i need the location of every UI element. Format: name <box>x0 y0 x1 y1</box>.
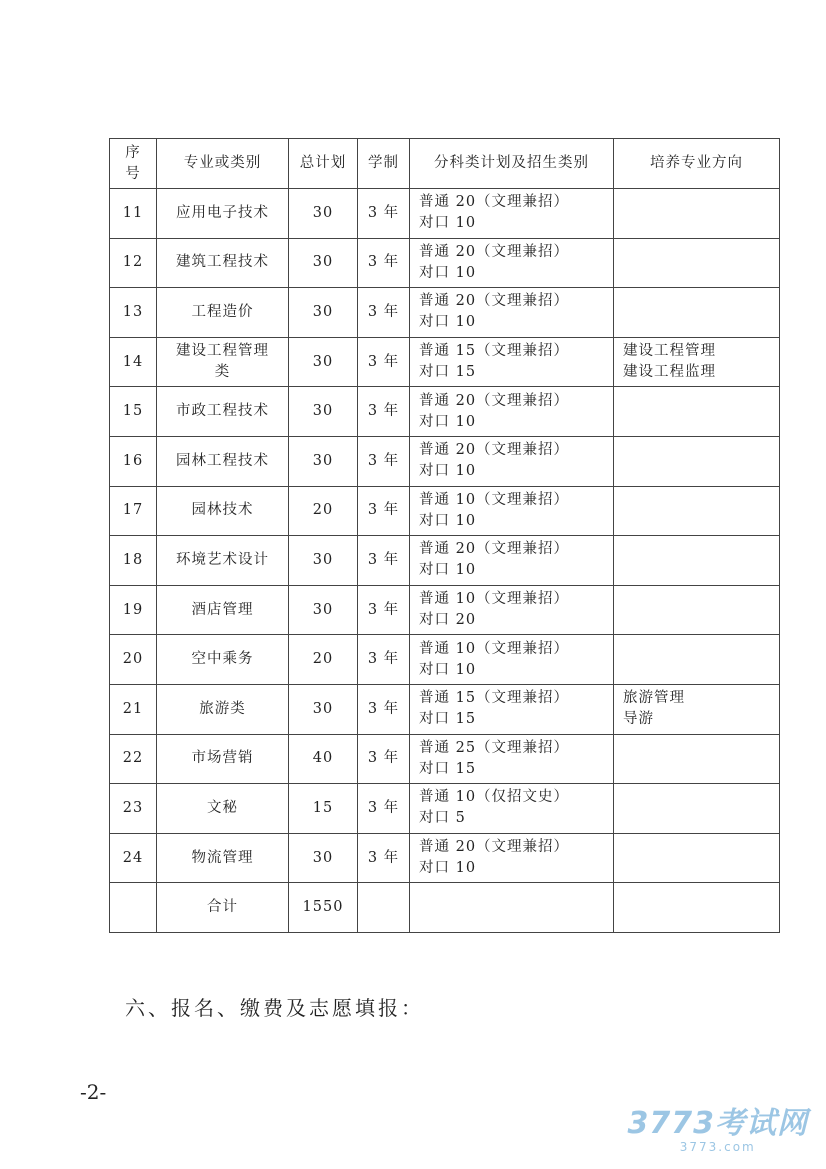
cell-major <box>157 833 289 883</box>
cell-total: 30 <box>289 189 358 239</box>
cell-line: 导游 <box>623 711 654 728</box>
cell-line: 建设工程管理 <box>176 343 269 360</box>
cell-line: 普通 10（文理兼招） <box>419 491 570 508</box>
cell-line: 对口 10 <box>419 215 477 232</box>
cell-total: 30 <box>289 684 358 734</box>
cell-direction <box>614 833 780 883</box>
cell-plan <box>410 189 614 239</box>
cell-line: 应用电子技术 <box>176 204 269 221</box>
cell-major <box>157 585 289 635</box>
cell-major <box>157 387 289 437</box>
cell-no: 20 <box>110 635 157 685</box>
header-no: 序 号 <box>110 139 157 189</box>
cell-line: 普通 10（仅招文史） <box>419 789 570 806</box>
cell-total: 30 <box>289 337 358 387</box>
watermark-url: 3773.com <box>679 1140 756 1154</box>
cell-plan <box>410 436 614 486</box>
total-row <box>110 883 780 933</box>
cell-line: 普通 10（文理兼招） <box>419 591 570 608</box>
cell-line: 普通 20（文理兼招） <box>419 392 570 409</box>
cell-direction <box>614 238 780 288</box>
cell-no: 16 <box>110 436 157 486</box>
cell-line: 普通 20（文理兼招） <box>419 541 570 558</box>
table-row <box>110 585 780 635</box>
cell-plan <box>410 635 614 685</box>
cell-total: 20 <box>289 635 358 685</box>
header-major: 专业或类别 <box>157 139 289 189</box>
cell-direction <box>614 784 780 834</box>
cell-line: 对口 10 <box>419 413 477 430</box>
cell-duration: 3 年 <box>358 734 410 784</box>
cell-major <box>157 486 289 536</box>
cell-line: 建设工程监理 <box>623 364 716 381</box>
cell-line: 建筑工程技术 <box>176 254 269 271</box>
cell-line: 酒店管理 <box>191 601 254 618</box>
cell-line: 普通 20（文理兼招） <box>419 839 570 856</box>
page-number: -2- <box>80 1080 107 1104</box>
table-row <box>110 635 780 685</box>
cell-total: 1550 <box>289 883 358 933</box>
cell-line: 工程造价 <box>191 303 254 320</box>
section-heading: 六、报名、缴费及志愿填报： <box>125 996 424 1020</box>
cell-major <box>157 734 289 784</box>
cell-line: 对口 10 <box>419 860 477 877</box>
cell-major <box>157 238 289 288</box>
table-row <box>110 536 780 586</box>
cell-line: 普通 10（文理兼招） <box>419 640 570 657</box>
cell-duration <box>358 883 410 933</box>
cell-no: 24 <box>110 833 157 883</box>
cell-plan <box>410 387 614 437</box>
cell-duration: 3 年 <box>358 436 410 486</box>
table-row <box>110 337 780 387</box>
table-row <box>110 436 780 486</box>
cell-line: 旅游管理 <box>623 690 685 707</box>
table-row <box>110 734 780 784</box>
table-header-row <box>110 139 780 189</box>
cell-total: 20 <box>289 486 358 536</box>
header-total: 总计划 <box>289 139 358 189</box>
cell-line: 对口 10 <box>419 264 477 281</box>
cell-no: 17 <box>110 486 157 536</box>
cell-line: 对口 15 <box>419 364 477 381</box>
cell-line: 普通 20（文理兼招） <box>419 442 570 459</box>
cell-no <box>110 883 157 933</box>
cell-no: 12 <box>110 238 157 288</box>
cell-major <box>157 189 289 239</box>
watermark-logo-text: 3773考试网 <box>627 1106 808 1141</box>
cell-major <box>157 288 289 338</box>
cell-plan <box>410 585 614 635</box>
cell-direction <box>614 536 780 586</box>
table-row <box>110 387 780 437</box>
cell-direction <box>614 288 780 338</box>
cell-line: 合计 <box>207 899 238 916</box>
cell-no: 11 <box>110 189 157 239</box>
header-duration: 学制 <box>358 139 410 189</box>
cell-direction <box>614 189 780 239</box>
cell-duration: 3 年 <box>358 238 410 288</box>
cell-plan <box>410 288 614 338</box>
cell-plan <box>410 734 614 784</box>
cell-major <box>157 337 289 387</box>
cell-direction <box>614 734 780 784</box>
cell-line: 文秘 <box>207 799 238 816</box>
cell-no: 18 <box>110 536 157 586</box>
table-row <box>110 833 780 883</box>
cell-line: 旅游类 <box>199 700 246 717</box>
cell-duration: 3 年 <box>358 387 410 437</box>
cell-line: 对口 10 <box>419 314 477 331</box>
cell-major <box>157 635 289 685</box>
cell-line: 对口 20 <box>419 612 477 629</box>
cell-total: 30 <box>289 585 358 635</box>
table-row <box>110 784 780 834</box>
cell-no: 13 <box>110 288 157 338</box>
cell-total: 30 <box>289 387 358 437</box>
cell-line: 对口 10 <box>419 661 477 678</box>
cell-major <box>157 684 289 734</box>
cell-no: 23 <box>110 784 157 834</box>
cell-duration: 3 年 <box>358 684 410 734</box>
cell-line: 空中乘务 <box>191 651 254 668</box>
cell-duration: 3 年 <box>358 585 410 635</box>
table-row <box>110 684 780 734</box>
cell-line: 普通 15（文理兼招） <box>419 690 570 707</box>
cell-plan <box>410 337 614 387</box>
cell-plan <box>410 883 614 933</box>
cell-direction <box>614 337 780 387</box>
cell-plan <box>410 833 614 883</box>
cell-line: 普通 15（文理兼招） <box>419 343 570 360</box>
cell-duration: 3 年 <box>358 536 410 586</box>
cell-line: 对口 10 <box>419 562 477 579</box>
cell-duration: 3 年 <box>358 337 410 387</box>
cell-duration: 3 年 <box>358 486 410 536</box>
cell-major <box>157 883 289 933</box>
cell-plan <box>410 684 614 734</box>
cell-line: 环境艺术设计 <box>176 551 269 568</box>
table-row <box>110 288 780 338</box>
cell-line: 对口 15 <box>419 711 477 728</box>
cell-duration: 3 年 <box>358 784 410 834</box>
cell-no: 22 <box>110 734 157 784</box>
cell-line: 市场营销 <box>191 750 254 767</box>
site-watermark <box>628 1108 809 1154</box>
cell-line: 对口 15 <box>419 760 477 777</box>
cell-duration: 3 年 <box>358 189 410 239</box>
cell-line: 对口 5 <box>419 810 466 827</box>
cell-direction <box>614 486 780 536</box>
cell-total: 30 <box>289 238 358 288</box>
cell-line: 对口 10 <box>419 512 477 529</box>
cell-no: 21 <box>110 684 157 734</box>
cell-direction <box>614 883 780 933</box>
cell-total: 30 <box>289 833 358 883</box>
cell-line: 对口 10 <box>419 463 477 480</box>
cell-total: 30 <box>289 536 358 586</box>
cell-no: 15 <box>110 387 157 437</box>
cell-direction <box>614 387 780 437</box>
cell-line: 园林技术 <box>191 502 254 519</box>
cell-plan <box>410 784 614 834</box>
table-row <box>110 486 780 536</box>
cell-direction <box>614 585 780 635</box>
cell-line: 物流管理 <box>191 849 254 866</box>
cell-total: 30 <box>289 436 358 486</box>
cell-line: 市政工程技术 <box>176 403 269 420</box>
cell-major <box>157 784 289 834</box>
cell-duration: 3 年 <box>358 288 410 338</box>
cell-total: 40 <box>289 734 358 784</box>
cell-major <box>157 536 289 586</box>
cell-plan <box>410 238 614 288</box>
cell-duration: 3 年 <box>358 833 410 883</box>
cell-no: 19 <box>110 585 157 635</box>
header-plan: 分科类计划及招生类别 <box>410 139 614 189</box>
cell-direction <box>614 684 780 734</box>
cell-plan <box>410 536 614 586</box>
cell-line: 普通 25（文理兼招） <box>419 739 570 756</box>
table-row <box>110 189 780 239</box>
cell-direction <box>614 436 780 486</box>
cell-no: 14 <box>110 337 157 387</box>
header-direction: 培养专业方向 <box>614 139 780 189</box>
cell-total: 30 <box>289 288 358 338</box>
table-row <box>110 238 780 288</box>
cell-line: 普通 20（文理兼招） <box>419 293 570 310</box>
cell-duration: 3 年 <box>358 635 410 685</box>
cell-direction <box>614 635 780 685</box>
cell-total: 15 <box>289 784 358 834</box>
cell-line: 普通 20（文理兼招） <box>419 243 570 260</box>
cell-line: 建设工程管理 <box>623 343 716 360</box>
cell-line: 园林工程技术 <box>176 452 269 469</box>
cell-plan <box>410 486 614 536</box>
cell-major <box>157 436 289 486</box>
cell-line: 类 <box>214 364 231 381</box>
cell-line: 普通 20（文理兼招） <box>419 194 570 211</box>
enrollment-plan-table <box>109 138 780 933</box>
